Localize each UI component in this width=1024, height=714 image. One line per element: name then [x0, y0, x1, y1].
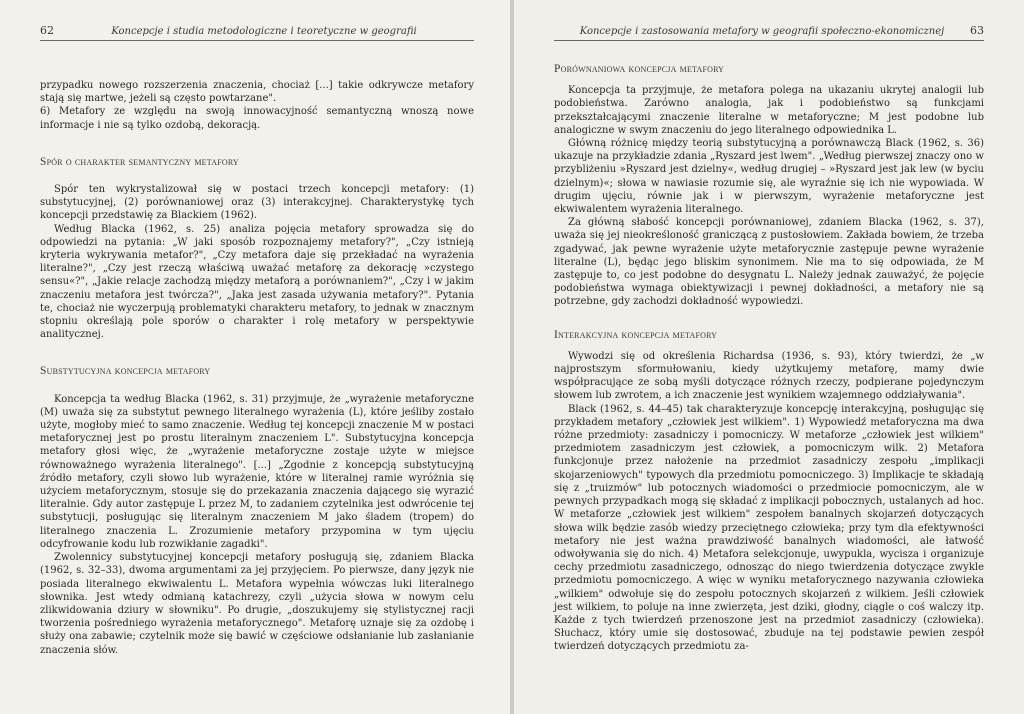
- right-running-title: Koncepcje i zastosowania metafory w geografii społeczno-ekonomicznej: [579, 26, 945, 37]
- left-running-head: [40, 24, 474, 41]
- left-body: [40, 79, 474, 657]
- section-heading: Porównaniowa koncepcja metafory: [554, 63, 725, 75]
- paragraph: Zwolennicy substytucyjnej koncepcji metafory posługują się, zdaniem Blacka (1962, s. 32–33), dwoma argumentami za jej przyjęciem. Po pierwsze, dany język nie posiada literalnego ekwiwalentu L. Metafora wypełnia wówczas luki literalnego słownika. Jest wtedy odmianą katachrezy, czyli „użycia słowa w nowym celu zlikwidowania dziury w słowniku". Po drugie, „doszukujemy się stylistycznej racji tworzenia pośredniego wyrażenia metaforycznego". Metaforę uznaje się za ozdobę i służy ona zabawie; czytelnik może się bawić w częściowe odsłanianie lub zasłanianie znaczenia słów.: [40, 552, 474, 656]
- section-heading: Spór o charakter semantyczny metafory: [40, 155, 239, 168]
- paragraph: Za główną słabość koncepcji porównaniowej, zdaniem Blacka (1962, s. 37), uważa się jej nieokreśloność graniczącą z pustosłowiem. Zakłada bowiem, że trzeba zgadywać, jak pewne wyrażenie użyte metaforycznie zastępuje pewne wyrażenie literalne (L), będąc jego bliskim synonimem. Nie ma to się odpowiada, że M zastępuje to, co jest podobne do desygnatu L. Należy jednak zauważyć, że pojęcie podobieństwa wymaga obiektywizacji i pewnej dokładności, a metafory nie są potrzebne, gdy zachodzi dokładność wypowiedzi.: [554, 217, 984, 308]
- section-heading: Substytucyjna koncepcja metafory: [40, 365, 211, 378]
- paragraph: Według Blacka (1962, s. 25) analiza pojęcia metafory sprowadza się do odpowiedzi na pytania: „W jaki sposób rozpoznajemy metafory?", „Czy istnieją kryteria wykrywania metafor?", „Czy metafora daje się przekładać na wyrażenia literalne?", „Czy jest rzeczą właściwą uważać metaforę za dekorację »czystego sensu«?", „Jakie relacje zachodzą między metaforą a porównaniem?", „Czy i w jakim znaczeniu metafora jest twórcza?", „Jaka jest zasada używania metafory?". Pytania te, chociaż nie wyczerpują problematyki charakteru metafory, to jednak w znacznym stopniu określają pole sporów o charakter i rolę metafory w perspektywie analitycznej.: [40, 223, 474, 341]
- paragraph: 6) Metafory ze względu na swoją innowacyjność semantyczną wnoszą nowe informacje i nie są tylko ozdobą, dekoracją.: [40, 106, 474, 131]
- paragraph: Koncepcja ta przyjmuje, że metafora polega na ukazaniu ukrytej analogii lub podobieństwa. Zarówno analogia, jak i podobieństwo są funkcjami przekształcającymi znaczenie literalne w metaforyczne; M jest podobne lub analogiczne w swym znaczeniu do jego literalnego odpowiednika L.: [554, 85, 984, 136]
- paragraph: Spór ten wykrystalizował się w postaci trzech koncepcji metafory: (1) substytucyjnej, (2) porównaniowej oraz (3) interakcyjnej. Charakterystykę tych koncepcji przedstawię za Blackiem (1962).: [40, 184, 474, 222]
- right-page: [514, 0, 1024, 714]
- left-running-title: Koncepcje i studia metodologiczne i teoretyczne w geografii: [111, 26, 417, 37]
- paragraph: Wywodzi się od określenia Richardsa (1936, s. 93), który twierdzi, że „w najprostszym sformułowaniu, kiedy użytkujemy metaforę, mamy dwie współpracujące ze sobą myśli dotyczące różnych rzeczy, podpierane pojedynczym słowem lub zwrotem, a ich znaczenie jest wynikiem wzajemnego oddziaływania".: [554, 350, 984, 402]
- section-heading: Interakcyjna koncepcja metafory: [554, 328, 718, 341]
- paragraph: Główną różnicę między teorią substytucyjną a porównawczą Black (1962, s. 36) ukazuje na przykładzie zdania „Ryszard jest lwem". „Według pierwszej znaczy ono w przybliżeniu »Ryszard jest dzielny«, według drugiej – »Ryszard jest jak lew (w byciu dzielnym)«; słowa w nawiasie rozumie się, ale wyraźnie się ich nie wypowiada. W drugim ujęciu, równie jak i w pierwszym, wyrażenie metaforyczne jest ekwiwalentem wyrażenia literalnego.: [554, 138, 984, 216]
- paragraph: Black (1962, s. 44–45) tak charakteryzuje koncepcję interakcyjną, posługując się przykładem metafory „człowiek jest wilkiem". 1) Wypowiedź metaforyczna ma dwa różne przedmioty: zasadniczy i pomocniczy. W metaforze „człowiek jest wilkiem" przedmiotem zasadniczym jest człowiek, a pomocniczym wilk. 2) Metafora funkcjonuje przez nałożenie na przedmiot zasadniczy zespołu „implikacji skojarzeniowych" typowych dla przedmiotu pomocniczego. 3) Implikacje te składają się z „truizmów" lub potocznych wiadomości o przedmiocie pomocniczym, ale w pewnych przypadkach mogą się składać z implikacji pobocznych, ustalanych ad hoc. W metaforze „człowiek jest wilkiem" zespołem banalnych skojarzeń dotyczących słowa wilk będzie zasób wiedzy przeciętnego człowieka; przy tym dla efektywności metafory nie jest ważna prawdziwość banalnych wiadomości, ale łatwość odwoływania się do nich. 4) Metafora selekcjonuje, uwypukla, wycisza i organizuje cechy przedmiotu zasadniczego, odnosząc do niego twierdzenia dotyczące zwykle przedmiotu pomocniczego. A więc w wyniku metaforycznego nazywania człowieka „wilkiem" odwołuje się do zespołu potocznych skojarzeń z wilkiem. Jeśli człowiek jest wilkiem, to poluje na inne zwierzęta, jest dziki, głodny, ciągle o coś walczy itp. Każde z tych twierdzeń przenoszone jest na przedmiot zasadniczy (człowieka). Słuchacz, który umie się dostosować, zbuduje na tej podstawie pewien zespół twierdzeń dotyczących przedmiotu za-: [554, 403, 984, 653]
- left-page-number: 62: [40, 24, 54, 37]
- paragraph: Koncepcja ta według Blacka (1962, s. 31) przyjmuje, że „wyrażenie metaforyczne (M) uważa się za substytut pewnego literalnego wyrażenia (L), które jeśliby zostało użyte, mogłoby mieć to samo znaczenie. Według tej koncepcji znaczenie M w postaci metaforycznej jest po prostu literalnym znaczeniem L". Substytucyjna koncepcja metafory głosi więc, że „wyrażenie metaforyczne zostaje użyte w miejsce równoważnego wyrażenia literalnego". [...] „Zgodnie z koncepcją substytucyjną źródło metafory, czyli słowo lub wyrażenie, które w literalnej ramie wyróżnia się użyciem metaforycznym, stosuje się do przekazania znaczenia dającego się wyrazić literalnie. Gdy autor zastępuje L przez M, to zadaniem czytelnika jest odwrócenie tej substytucji, posługując się literalnym znaczeniem M jako śladem (tropem) do literalnego znaczenia L. Zrozumienie metafory przypomina w tym ujęciu odcyfrowanie kodu lub rozwikłanie zagadki".: [40, 393, 474, 550]
- paragraph: przypadku nowego rozszerzenia znaczenia, chociaż [...] takie odkrywcze metafory stają się martwe, jeżeli są często powtarzane".: [40, 80, 474, 105]
- right-page-number: 63: [970, 24, 984, 37]
- right-running-head: [554, 24, 984, 41]
- left-page: [0, 0, 510, 714]
- right-body: [554, 63, 984, 654]
